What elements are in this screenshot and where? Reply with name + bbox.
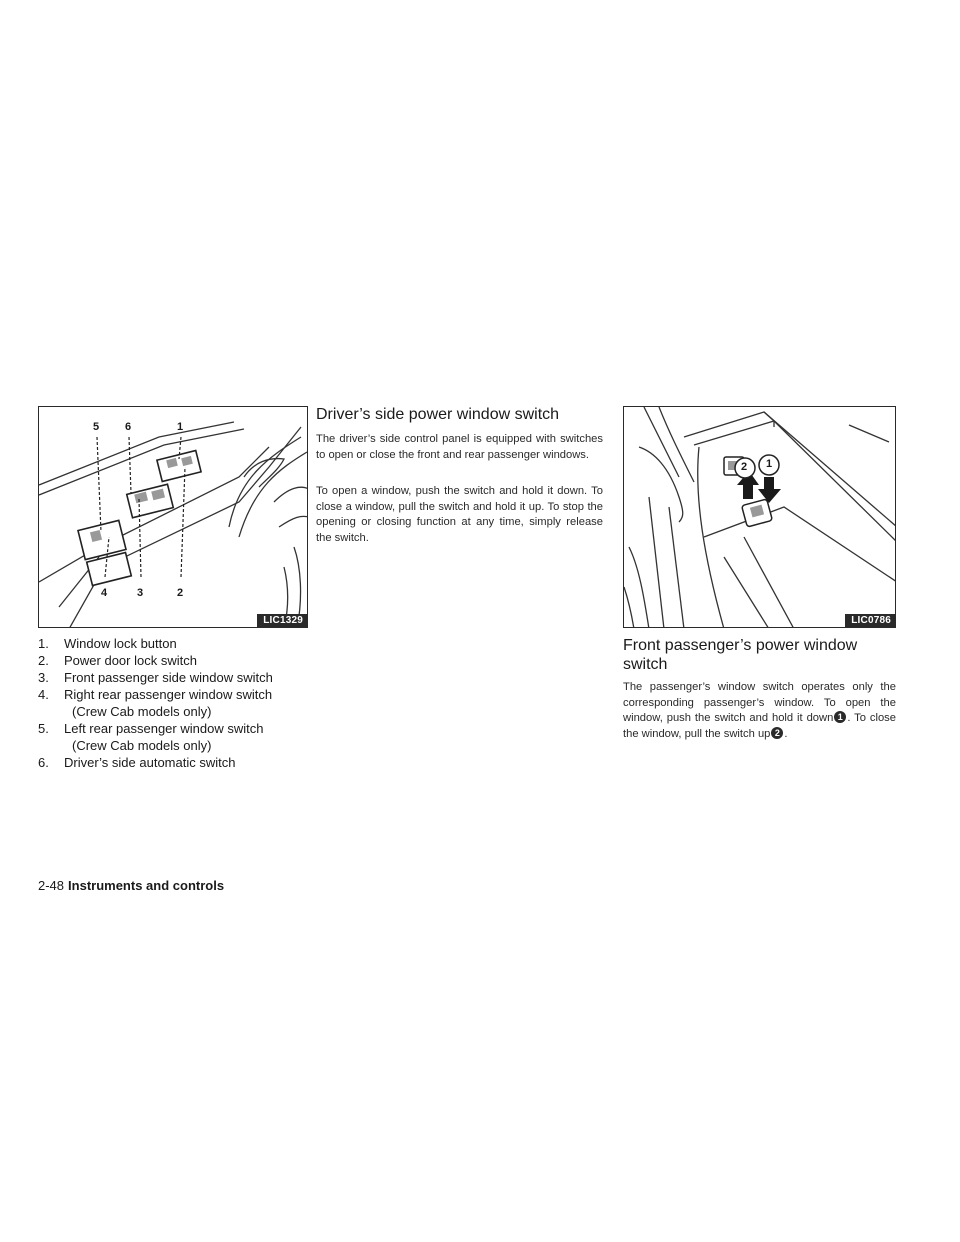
legend-text: Power door lock switch xyxy=(64,653,197,668)
passenger-switch-drawing xyxy=(624,407,896,628)
circled-number-2: 2 xyxy=(771,727,783,739)
passenger-paragraph xyxy=(623,680,896,742)
callout-6: 6 xyxy=(125,421,132,433)
passenger-text-b: . To close the window, pull the switch up xyxy=(623,712,896,740)
legend-number: 6. xyxy=(38,755,49,770)
figure-code: LIC0786 xyxy=(845,614,895,627)
callout-1: 1 xyxy=(766,458,773,470)
callout-2: 2 xyxy=(177,587,184,599)
callout-2: 2 xyxy=(741,461,748,473)
legend-item xyxy=(38,686,308,720)
figure-code: LIC1329 xyxy=(257,614,307,627)
legend-number: 4. xyxy=(38,687,49,702)
legend-number: 1. xyxy=(38,636,49,651)
legend-number: 2. xyxy=(38,653,49,668)
switch-panel-illustration xyxy=(38,406,308,628)
legend-item xyxy=(38,635,308,652)
driver-paragraph-1: The driver’s side control panel is equipped with switches to open or close the front and rear passenger windows. xyxy=(316,433,603,461)
legend-text: Front passenger side window switch xyxy=(64,670,273,685)
legend-text: Left rear passenger window switch xyxy=(64,721,264,736)
legend-text: Window lock button xyxy=(64,636,177,651)
legend-text: Right rear passenger window switch xyxy=(64,687,273,702)
switch-legend xyxy=(38,635,308,771)
passenger-text-c: . xyxy=(784,727,788,740)
page-footer xyxy=(38,878,224,893)
circled-number-1: 1 xyxy=(834,711,846,723)
driver-paragraph-2: To open a window, push the switch and hold it down. To close a window, pull the switch and hold it up. To stop the opening or closing function at any time, simply release the switch. xyxy=(316,485,603,544)
switch-panel-drawing xyxy=(39,407,308,628)
legend-item xyxy=(38,669,308,686)
legend-number: 3. xyxy=(38,670,49,685)
callout-4: 4 xyxy=(101,587,108,599)
legend-item xyxy=(38,754,308,771)
section-title: Instruments and controls xyxy=(68,878,225,893)
legend-item xyxy=(38,720,308,754)
passenger-section-heading: Front passenger’s power window switch xyxy=(623,637,858,673)
callout-3: 3 xyxy=(137,587,144,599)
page-number: 2-48 xyxy=(38,878,65,893)
legend-item xyxy=(38,652,308,669)
passenger-switch-illustration xyxy=(623,406,896,628)
legend-subtext: (Crew Cab models only) xyxy=(72,704,212,719)
legend-number: 5. xyxy=(38,721,49,736)
passenger-text-a: The passenger’s window switch operates only the corresponding passenger’s window. To open the window, push the switch and hold it down xyxy=(623,681,896,724)
callout-1: 1 xyxy=(177,421,184,433)
legend-subtext: (Crew Cab models only) xyxy=(72,738,212,753)
driver-section-heading: Driver’s side power window switch xyxy=(316,406,560,423)
legend-text: Driver’s side automatic switch xyxy=(64,755,236,770)
callout-5: 5 xyxy=(93,421,100,433)
